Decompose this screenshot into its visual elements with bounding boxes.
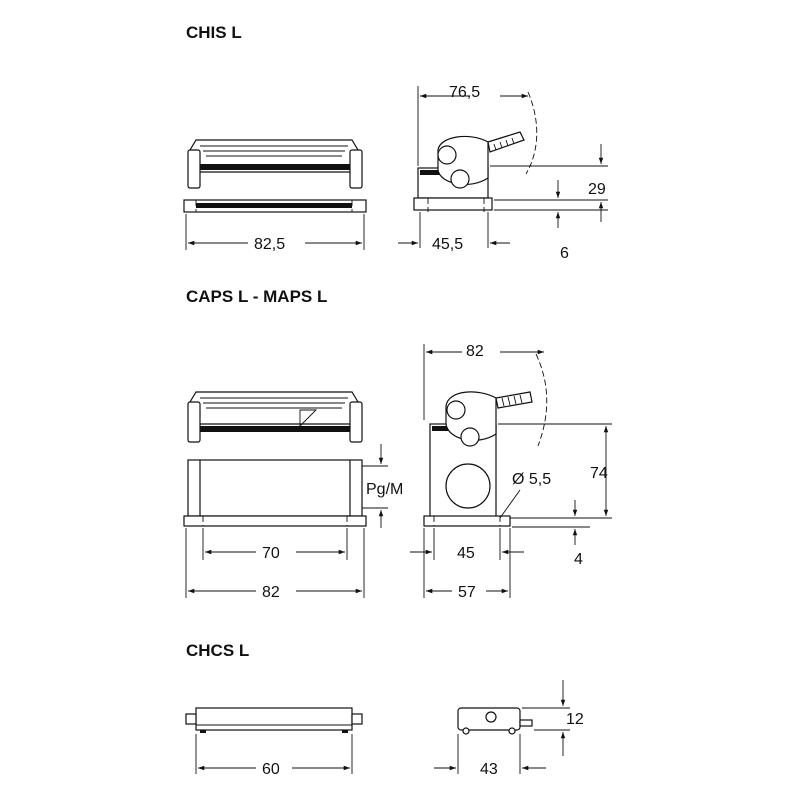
dim-chis-base: 6 (560, 245, 569, 262)
chcs-front-view (186, 708, 362, 733)
dim-caps-inner-front: 70 (262, 545, 280, 562)
caps-thread-callout (362, 444, 403, 528)
caps-hole-callout (500, 471, 551, 518)
chis-front-view (184, 140, 366, 212)
section-title-chcs: CHCS L (186, 641, 250, 660)
caps-side-view (424, 354, 547, 526)
chcs-front-dimension (196, 734, 352, 778)
dim-chis-depth-top: 76,5 (449, 84, 481, 101)
section-title-chis: CHIS L (186, 23, 242, 42)
dim-chis-height: 29 (588, 181, 606, 198)
caps-height-dimension (498, 424, 612, 568)
chcs-height-dimension (522, 680, 584, 756)
dim-caps-height: 74 (590, 465, 608, 482)
dim-chcs-height: 12 (566, 711, 584, 728)
chis-side-width-dimension (398, 212, 510, 253)
label-caps-thread: Pg/M (366, 481, 404, 498)
chis-width-dimension (186, 214, 364, 253)
caps-front-view (184, 392, 366, 526)
dim-chis-width-front: 82,5 (254, 236, 286, 253)
chcs-side-dimension (434, 734, 546, 778)
dim-chis-width-side: 45,5 (432, 236, 464, 253)
chis-height-dimension (490, 144, 608, 262)
caps-side-dimensions (410, 528, 524, 601)
dim-caps-outer-front: 82 (262, 584, 280, 601)
dim-caps-outer-side: 57 (458, 584, 476, 601)
section-title-caps-maps: CAPS L - MAPS L (186, 287, 328, 306)
chcs-side-view (458, 708, 532, 734)
dim-chcs-width-front: 60 (262, 761, 280, 778)
dim-caps-depth-top: 82 (466, 343, 484, 360)
label-caps-hole: Ø 5,5 (512, 471, 552, 488)
dim-caps-inner-side: 45 (457, 545, 475, 562)
caps-front-dimensions (186, 528, 364, 601)
dim-chcs-width-side: 43 (480, 761, 498, 778)
dim-caps-base: 4 (574, 551, 583, 568)
chis-side-view (414, 92, 537, 212)
